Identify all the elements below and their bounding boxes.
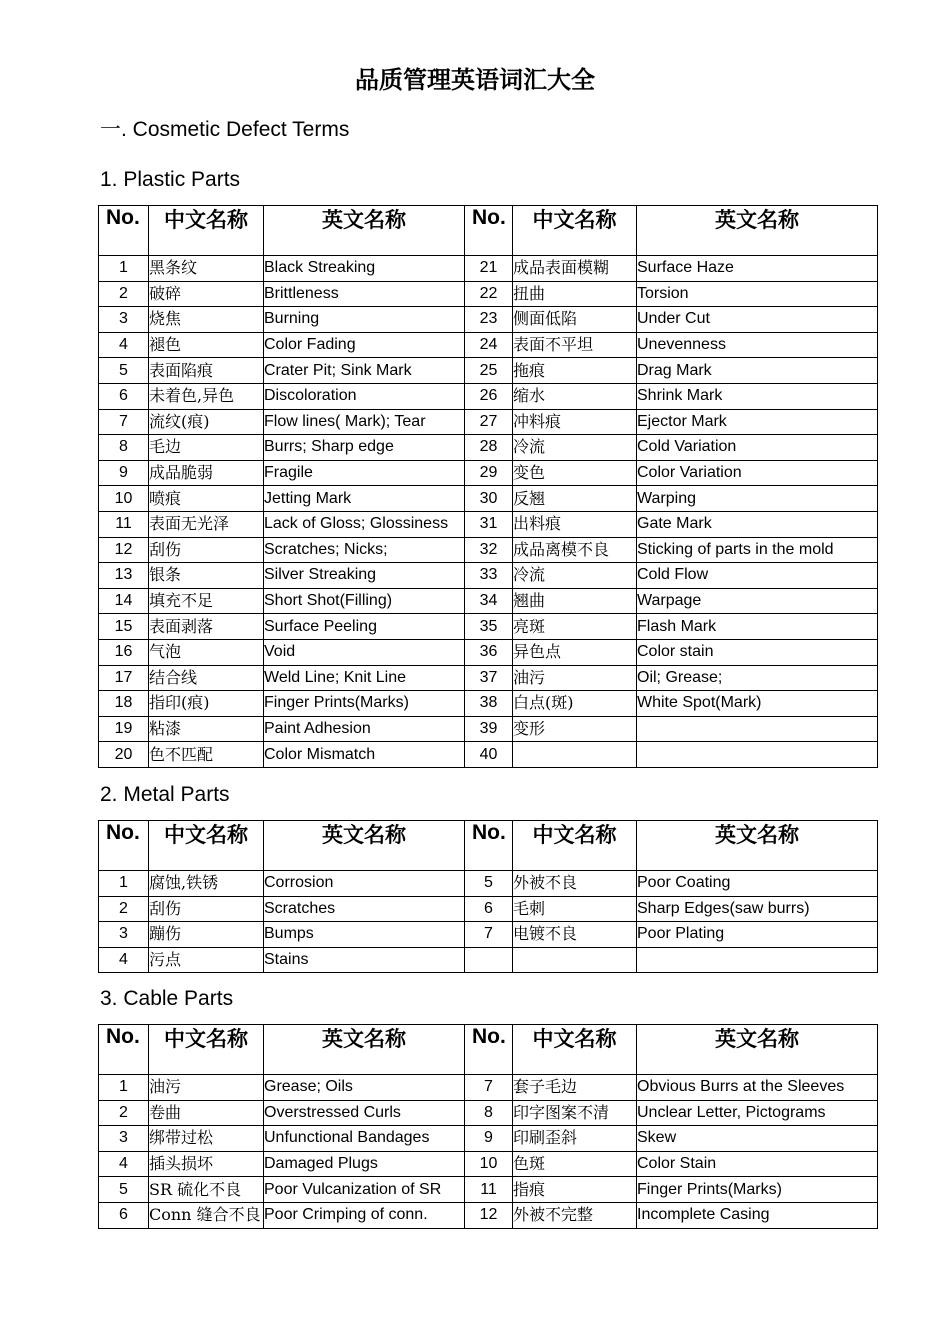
english-term-cell: Burning	[264, 307, 465, 333]
chinese-term-cell: 表面无光泽	[149, 511, 264, 537]
table-row	[99, 486, 878, 512]
number-cell: 6	[99, 383, 149, 409]
chinese-term-cell: 喷痕	[149, 486, 264, 512]
header-cn	[513, 1025, 637, 1075]
number-cell: 28	[465, 435, 513, 461]
header-cn-label: 中文名称	[164, 1027, 248, 1051]
table-row	[99, 716, 878, 742]
table-row	[99, 537, 878, 563]
cable-parts-heading: 3. Cable Parts	[100, 987, 234, 1010]
english-term-cell: Color Mismatch	[264, 742, 465, 768]
chinese-term-cell: 表面剥落	[149, 614, 264, 640]
header-en-label: 英文名称	[715, 1027, 799, 1051]
number-cell: 39	[465, 716, 513, 742]
chinese-term-cell: 填充不足	[149, 588, 264, 614]
header-cn	[149, 206, 264, 256]
english-term-cell: Warpage	[637, 588, 878, 614]
table-row	[99, 1100, 878, 1126]
chinese-term-cell: 印刷歪斜	[513, 1126, 637, 1152]
english-term-cell: Unclear Letter, Pictograms	[637, 1100, 878, 1126]
number-cell: 2	[99, 1100, 149, 1126]
english-term-cell	[637, 716, 878, 742]
table-row	[99, 256, 878, 282]
chinese-term-cell: 异色点	[513, 639, 637, 665]
number-cell: 8	[99, 435, 149, 461]
table-row	[99, 588, 878, 614]
chinese-term-cell: 插头损坏	[149, 1151, 264, 1177]
header-en	[264, 1025, 465, 1075]
english-term-cell: White Spot(Mark)	[637, 691, 878, 717]
header-no	[99, 821, 149, 871]
header-no	[465, 206, 513, 256]
english-term-cell: Lack of Gloss; Glossiness	[264, 511, 465, 537]
table-row	[99, 1126, 878, 1152]
english-term-cell	[637, 742, 878, 768]
header-en	[637, 206, 878, 256]
table-row	[99, 563, 878, 589]
header-no-label: No.	[472, 821, 506, 844]
english-term-cell: Cold Flow	[637, 563, 878, 589]
table-header-row	[99, 821, 878, 871]
english-term-cell: Color Stain	[637, 1151, 878, 1177]
plastic-parts-heading: 1. Plastic Parts	[100, 168, 241, 191]
number-cell: 29	[465, 460, 513, 486]
chinese-term-cell: 扭曲	[513, 281, 637, 307]
chinese-term-cell: 刮伤	[149, 537, 264, 563]
number-cell: 10	[465, 1151, 513, 1177]
chinese-term-cell: 污点	[149, 947, 264, 973]
number-cell: 13	[99, 563, 149, 589]
number-cell: 7	[465, 922, 513, 948]
number-cell: 9	[99, 460, 149, 486]
table-row	[99, 691, 878, 717]
metal-parts-table	[98, 820, 878, 973]
table-row	[99, 281, 878, 307]
number-cell: 18	[99, 691, 149, 717]
header-no-label: No.	[106, 821, 140, 844]
number-cell: 11	[99, 511, 149, 537]
english-term-cell: Unfunctional Bandages	[264, 1126, 465, 1152]
chinese-term-cell: 缩水	[513, 383, 637, 409]
table-row	[99, 665, 878, 691]
english-term-cell: Short Shot(Filling)	[264, 588, 465, 614]
header-cn	[149, 821, 264, 871]
chinese-term-cell: 褪色	[149, 332, 264, 358]
number-cell: 6	[465, 896, 513, 922]
number-cell: 15	[99, 614, 149, 640]
section-heading: 一. Cosmetic Defect Terms	[100, 118, 350, 141]
chinese-term-cell: 印字图案不清	[513, 1100, 637, 1126]
cable-parts-table	[98, 1024, 878, 1229]
header-no	[465, 821, 513, 871]
chinese-term-cell: 白点(斑)	[513, 691, 637, 717]
chinese-term-cell: 成品脆弱	[149, 460, 264, 486]
header-cn-label: 中文名称	[532, 1027, 617, 1051]
english-term-cell: Poor Plating	[637, 922, 878, 948]
number-cell: 4	[99, 1151, 149, 1177]
header-cn	[513, 821, 637, 871]
number-cell: 1	[99, 1075, 149, 1101]
table-row	[99, 460, 878, 486]
chinese-term-cell: 表面不平坦	[513, 332, 637, 358]
number-cell: 6	[99, 1202, 149, 1228]
english-term-cell: Scratches	[264, 896, 465, 922]
chinese-term-cell: SR 硫化不良	[149, 1177, 264, 1203]
english-term-cell: Torsion	[637, 281, 878, 307]
number-cell: 14	[99, 588, 149, 614]
english-term-cell: Burrs; Sharp edge	[264, 435, 465, 461]
table-row	[99, 307, 878, 333]
header-en-label: 英文名称	[715, 208, 799, 232]
chinese-term-cell: Conn 缝合不良	[149, 1202, 264, 1228]
header-cn-label: 中文名称	[532, 823, 617, 847]
number-cell: 23	[465, 307, 513, 333]
number-cell: 3	[99, 307, 149, 333]
document-title: 品质管理英语词汇大全	[355, 66, 595, 94]
english-term-cell: Under Cut	[637, 307, 878, 333]
number-cell: 2	[99, 896, 149, 922]
number-cell	[465, 947, 513, 973]
table-row	[99, 1151, 878, 1177]
number-cell: 24	[465, 332, 513, 358]
chinese-term-cell: 蹦伤	[149, 922, 264, 948]
number-cell: 21	[465, 256, 513, 282]
number-cell: 12	[99, 537, 149, 563]
number-cell: 1	[99, 871, 149, 897]
table-row	[99, 409, 878, 435]
chinese-term-cell: 粘漆	[149, 716, 264, 742]
table-row	[99, 896, 878, 922]
header-en-label: 英文名称	[322, 1027, 406, 1051]
english-term-cell: Ejector Mark	[637, 409, 878, 435]
chinese-term-cell: 油污	[513, 665, 637, 691]
number-cell: 2	[99, 281, 149, 307]
header-cn	[513, 206, 637, 256]
chinese-term-cell: 色斑	[513, 1151, 637, 1177]
number-cell: 40	[465, 742, 513, 768]
english-term-cell: Unevenness	[637, 332, 878, 358]
english-term-cell: Finger Prints(Marks)	[637, 1177, 878, 1203]
chinese-term-cell: 绑带过松	[149, 1126, 264, 1152]
chinese-term-cell: 冷流	[513, 435, 637, 461]
header-no	[99, 1025, 149, 1075]
english-term-cell: Incomplete Casing	[637, 1202, 878, 1228]
chinese-term-cell: 变形	[513, 716, 637, 742]
chinese-term-cell: 翘曲	[513, 588, 637, 614]
table-row	[99, 639, 878, 665]
english-term-cell: Shrink Mark	[637, 383, 878, 409]
number-cell: 16	[99, 639, 149, 665]
chinese-term-cell: 拖痕	[513, 358, 637, 384]
number-cell: 10	[99, 486, 149, 512]
table-row	[99, 1177, 878, 1203]
chinese-term-cell: 结合线	[149, 665, 264, 691]
number-cell: 1	[99, 256, 149, 282]
chinese-term-cell: 冲料痕	[513, 409, 637, 435]
table-row	[99, 358, 878, 384]
number-cell: 9	[465, 1126, 513, 1152]
chinese-term-cell: 黑条纹	[149, 256, 264, 282]
chinese-term-cell: 毛边	[149, 435, 264, 461]
english-term-cell: Poor Vulcanization of SR	[264, 1177, 465, 1203]
chinese-term-cell: 成品离模不良	[513, 537, 637, 563]
number-cell: 8	[465, 1100, 513, 1126]
chinese-term-cell: 流纹(痕)	[149, 409, 264, 435]
number-cell: 4	[99, 332, 149, 358]
header-no	[465, 1025, 513, 1075]
chinese-term-cell: 指痕	[513, 1177, 637, 1203]
chinese-term-cell: 烧焦	[149, 307, 264, 333]
chinese-term-cell: 变色	[513, 460, 637, 486]
table-row	[99, 922, 878, 948]
table-header-row	[99, 206, 878, 256]
english-term-cell: Obvious Burrs at the Sleeves	[637, 1075, 878, 1101]
number-cell: 36	[465, 639, 513, 665]
chinese-term-cell: 油污	[149, 1075, 264, 1101]
english-term-cell: Stains	[264, 947, 465, 973]
number-cell: 38	[465, 691, 513, 717]
header-no-label: No.	[472, 1025, 506, 1048]
english-term-cell: Color stain	[637, 639, 878, 665]
header-cn	[149, 1025, 264, 1075]
english-term-cell: Surface Haze	[637, 256, 878, 282]
header-cn-label: 中文名称	[164, 208, 248, 232]
english-term-cell: Skew	[637, 1126, 878, 1152]
chinese-term-cell: 外被不良	[513, 871, 637, 897]
number-cell: 26	[465, 383, 513, 409]
chinese-term-cell: 成品表面模糊	[513, 256, 637, 282]
english-term-cell: Poor Coating	[637, 871, 878, 897]
english-term-cell: Finger Prints(Marks)	[264, 691, 465, 717]
chinese-term-cell: 色不匹配	[149, 742, 264, 768]
english-term-cell: Flash Mark	[637, 614, 878, 640]
chinese-term-cell: 出料痕	[513, 511, 637, 537]
english-term-cell: Bumps	[264, 922, 465, 948]
number-cell: 33	[465, 563, 513, 589]
table-row	[99, 1075, 878, 1101]
english-term-cell: Corrosion	[264, 871, 465, 897]
chinese-term-cell	[513, 742, 637, 768]
english-term-cell: Gate Mark	[637, 511, 878, 537]
header-en	[264, 821, 465, 871]
number-cell: 3	[99, 922, 149, 948]
table-row	[99, 511, 878, 537]
chinese-term-cell: 银条	[149, 563, 264, 589]
number-cell: 17	[99, 665, 149, 691]
english-term-cell: Black Streaking	[264, 256, 465, 282]
number-cell: 7	[99, 409, 149, 435]
number-cell: 11	[465, 1177, 513, 1203]
table-row	[99, 332, 878, 358]
chinese-term-cell: 毛刺	[513, 896, 637, 922]
number-cell: 25	[465, 358, 513, 384]
header-en-label: 英文名称	[715, 823, 799, 847]
number-cell: 32	[465, 537, 513, 563]
chinese-term-cell	[513, 947, 637, 973]
english-term-cell: Color Variation	[637, 460, 878, 486]
number-cell: 4	[99, 947, 149, 973]
header-en-label: 英文名称	[322, 208, 406, 232]
chinese-term-cell: 电镀不良	[513, 922, 637, 948]
header-cn-label: 中文名称	[164, 823, 248, 847]
table-header-row	[99, 1025, 878, 1075]
chinese-term-cell: 套子毛边	[513, 1075, 637, 1101]
chinese-term-cell: 外被不完整	[513, 1202, 637, 1228]
number-cell: 30	[465, 486, 513, 512]
english-term-cell: Silver Streaking	[264, 563, 465, 589]
chinese-term-cell: 表面陷痕	[149, 358, 264, 384]
english-term-cell: Discoloration	[264, 383, 465, 409]
english-term-cell: Sharp Edges(saw burrs)	[637, 896, 878, 922]
number-cell: 27	[465, 409, 513, 435]
metal-parts-heading: 2. Metal Parts	[100, 783, 230, 806]
header-en-label: 英文名称	[322, 823, 406, 847]
english-term-cell: Oil; Grease;	[637, 665, 878, 691]
chinese-term-cell: 亮斑	[513, 614, 637, 640]
english-term-cell: Void	[264, 639, 465, 665]
header-no-label: No.	[472, 206, 506, 229]
english-term-cell: Paint Adhesion	[264, 716, 465, 742]
number-cell: 37	[465, 665, 513, 691]
header-en	[637, 1025, 878, 1075]
english-term-cell: Poor Crimping of conn.	[264, 1202, 465, 1228]
header-cn-label: 中文名称	[532, 208, 617, 232]
english-term-cell: Jetting Mark	[264, 486, 465, 512]
chinese-term-cell: 冷流	[513, 563, 637, 589]
number-cell: 22	[465, 281, 513, 307]
header-en	[264, 206, 465, 256]
table-row	[99, 871, 878, 897]
plastic-parts-table	[98, 205, 878, 768]
english-term-cell: Cold Variation	[637, 435, 878, 461]
number-cell: 5	[465, 871, 513, 897]
english-term-cell: Color Fading	[264, 332, 465, 358]
table-row	[99, 383, 878, 409]
number-cell: 12	[465, 1202, 513, 1228]
english-term-cell: Damaged Plugs	[264, 1151, 465, 1177]
chinese-term-cell: 卷曲	[149, 1100, 264, 1126]
chinese-term-cell: 未着色,异色	[149, 383, 264, 409]
english-term-cell: Surface Peeling	[264, 614, 465, 640]
english-term-cell: Fragile	[264, 460, 465, 486]
number-cell: 31	[465, 511, 513, 537]
chinese-term-cell: 指印(痕)	[149, 691, 264, 717]
header-no-label: No.	[106, 206, 140, 229]
chinese-term-cell: 破碎	[149, 281, 264, 307]
english-term-cell: Sticking of parts in the mold	[637, 537, 878, 563]
header-no-label: No.	[106, 1025, 140, 1048]
table-row	[99, 1202, 878, 1228]
header-no	[99, 206, 149, 256]
english-term-cell: Brittleness	[264, 281, 465, 307]
table-row	[99, 614, 878, 640]
chinese-term-cell: 侧面低陷	[513, 307, 637, 333]
chinese-term-cell: 反翘	[513, 486, 637, 512]
table-row	[99, 947, 878, 973]
number-cell: 35	[465, 614, 513, 640]
english-term-cell: Warping	[637, 486, 878, 512]
number-cell: 19	[99, 716, 149, 742]
number-cell: 7	[465, 1075, 513, 1101]
english-term-cell: Flow lines( Mark); Tear	[264, 409, 465, 435]
english-term-cell: Grease; Oils	[264, 1075, 465, 1101]
table-row	[99, 435, 878, 461]
english-term-cell: Crater Pit; Sink Mark	[264, 358, 465, 384]
chinese-term-cell: 腐蚀,铁锈	[149, 871, 264, 897]
number-cell: 34	[465, 588, 513, 614]
number-cell: 3	[99, 1126, 149, 1152]
chinese-term-cell: 刮伤	[149, 896, 264, 922]
english-term-cell: Scratches; Nicks;	[264, 537, 465, 563]
table-row	[99, 742, 878, 768]
english-term-cell: Weld Line; Knit Line	[264, 665, 465, 691]
number-cell: 5	[99, 358, 149, 384]
number-cell: 5	[99, 1177, 149, 1203]
english-term-cell: Drag Mark	[637, 358, 878, 384]
number-cell: 20	[99, 742, 149, 768]
english-term-cell: Overstressed Curls	[264, 1100, 465, 1126]
header-en	[637, 821, 878, 871]
english-term-cell	[637, 947, 878, 973]
chinese-term-cell: 气泡	[149, 639, 264, 665]
